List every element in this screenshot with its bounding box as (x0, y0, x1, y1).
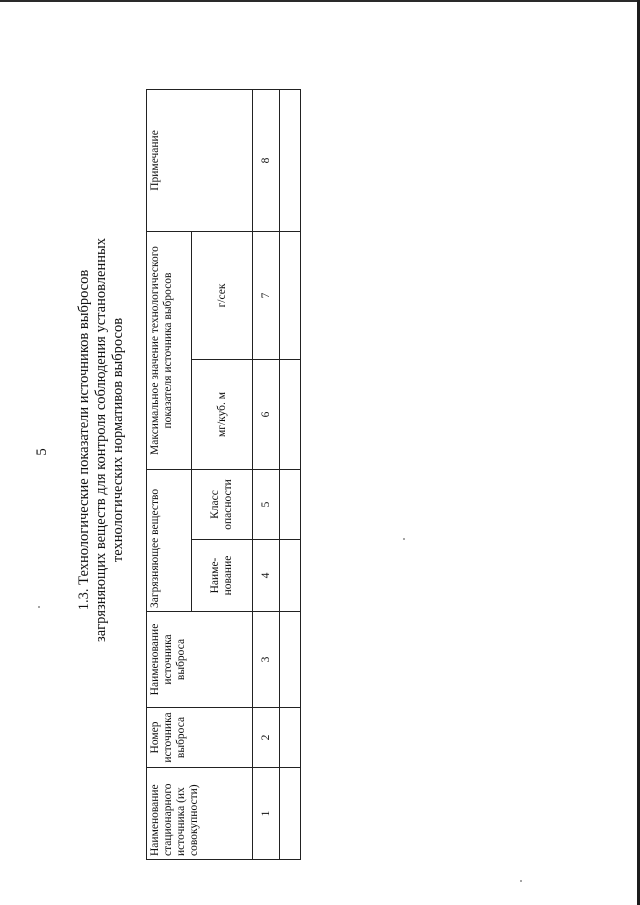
table-cell-empty (280, 768, 301, 860)
header-unit-mg: мг/куб. м (192, 360, 253, 470)
scan-speck (520, 880, 522, 882)
header-hazard-class: Класс опасности (192, 470, 253, 540)
emissions-indicators-table (146, 89, 301, 860)
section-heading (76, 95, 127, 785)
column-number-cell: 4 (253, 540, 280, 612)
header-pollutant-name: Наиме-нование (192, 540, 253, 612)
table-cell-empty (280, 231, 301, 359)
header-emission-source-name: Наименование источника выброса (147, 612, 253, 708)
table-cell-empty (280, 708, 301, 768)
column-number-cell: 8 (253, 89, 280, 231)
scan-speck (403, 538, 405, 540)
column-number-cell: 6 (253, 360, 280, 470)
header-pollutant: Загрязняющее вещество (147, 470, 192, 612)
table-cell-empty (280, 470, 301, 540)
column-number-cell: 2 (253, 708, 280, 768)
table-cell-empty (280, 360, 301, 470)
header-max-value: Максимальное значение технологического показателя источника выбросов (147, 231, 192, 469)
column-number-cell: 1 (253, 768, 280, 860)
table-column-number-row (253, 89, 280, 859)
table-empty-row (280, 89, 301, 859)
header-source-name: Наименование стационарного источника (их совокупности) (147, 768, 253, 860)
table-cell-empty (280, 540, 301, 612)
scan-speck (38, 606, 40, 608)
heading-line-2: загрязняющих веществ для контроля соблюдения установленных (93, 238, 109, 642)
header-note: Примечание (147, 89, 253, 231)
table-cell-empty (280, 612, 301, 708)
table-header-row-1 (147, 89, 192, 859)
table-cell-empty (280, 89, 301, 231)
column-number-cell: 7 (253, 231, 280, 359)
column-number-cell: 3 (253, 612, 280, 708)
heading-line-1: 1.3. Технологические показатели источников выбросов (76, 269, 92, 611)
header-source-number: Номер источника выброса (147, 708, 253, 768)
heading-line-3: технологических нормативов выбросов (110, 317, 126, 563)
column-number-cell: 5 (253, 470, 280, 540)
page-number: 5 (34, 448, 50, 456)
header-unit-gs: г/сек (192, 231, 253, 359)
